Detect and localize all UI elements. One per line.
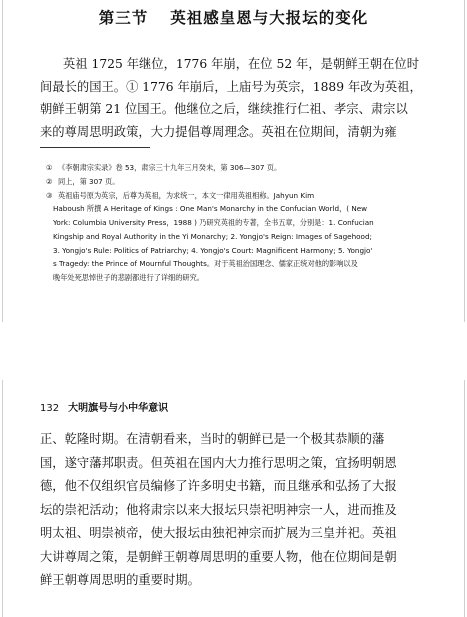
page-gap — [0, 322, 467, 380]
paragraph-line: 坛的崇祀活动；他将肃宗以来大报坛只崇祀明神宗一人，进而推及 — [40, 503, 397, 517]
paragraph-line: 朝鲜王朝第 21 位国王。他继位之后，继续推行仁祖、孝宗、肃宗以 — [40, 102, 408, 116]
footnote-1: ① 《李朝肃宗实录》卷 53，肃宗三十九年三月癸未，第 306—307 页。 — [46, 163, 282, 172]
paragraph-line: 英祖 1725 年继位，1776 年崩，在位 52 年，是朝鲜王朝在位时 — [63, 57, 420, 71]
footnote-3-line: Haboush 所撰 A Heritage of Kings : One Man's Monarchy in the Confucian World，( New — [53, 204, 368, 213]
section-title: 英祖感皇恩与大报坛的变化 — [170, 8, 369, 27]
footnote-3-line: s Tragedy: the Prince of Mournful Thoughts。对于英祖治国理念、儒家正统对他的影响以及 — [53, 259, 358, 268]
section-number: 第三节 — [98, 8, 149, 27]
paragraph-line: 德，他不仅组织官员编修了许多明史书籍，而且继承和弘扬了大报 — [40, 479, 397, 493]
paragraph-line: 来的尊周思明政策，大力提倡尊周理念。英祖在位期间，清朝为雍 — [40, 125, 397, 139]
paragraph-line: 间最长的国王。① 1776 年崩后，上庙号为英宗，1889 年改为英祖， — [40, 80, 422, 94]
paragraph-line: 正、乾隆时期。在清朝看来，当时的朝鲜已是一个极其恭顺的藩 — [40, 432, 385, 446]
running-header — [40, 399, 168, 414]
paragraph-line: 国，遂守藩邦职责。但英祖在国内大力推行思明之策，宜扬明朝恩 — [40, 456, 397, 470]
footnote-3-line: 3. Yongjo's Rule: Politics of Patriarchy; 4. Yongjo's Court: Magnificent Harmony; 5. Yongjo' — [53, 246, 373, 255]
page-number: 132 — [40, 403, 60, 414]
footnote-3-line: Kingship and Royal Authority in the Yi Monarchy; 2. Yongjo's Reign: Images of Sagehood; — [53, 232, 372, 241]
footnote-2: ② 同上，第 307 页。 — [46, 177, 120, 186]
footnote-3-line: York: Columbia University Press，1988 ) 乃研究英祖的专著，全书五章，分别是：1. Confucian — [53, 218, 374, 227]
running-header-title: 大明旗号与小中华意识 — [68, 403, 169, 414]
paragraph-line: 明太祖、明崇祯帝，使大报坛由独祀神宗而扩展为三皇并祀。英祖 — [40, 526, 397, 540]
footnote-divider — [40, 147, 150, 148]
section-heading — [0, 6, 467, 28]
footnote-3: ③ 英祖庙号原为英宗，后尊为英祖，为求统一，本文一律用英祖相称。Jahyun Kim — [46, 191, 315, 200]
paragraph-line: 鲜王朝尊周思明的重要时期。 — [40, 573, 200, 587]
footnote-3-line: 晚年处死思悼世子的悲剧都进行了详细的研究。 — [53, 273, 204, 282]
paragraph-line: 大讲尊周之策，是朝鲜王朝尊周思明的重要人物，他在位期间是朝 — [40, 550, 397, 564]
